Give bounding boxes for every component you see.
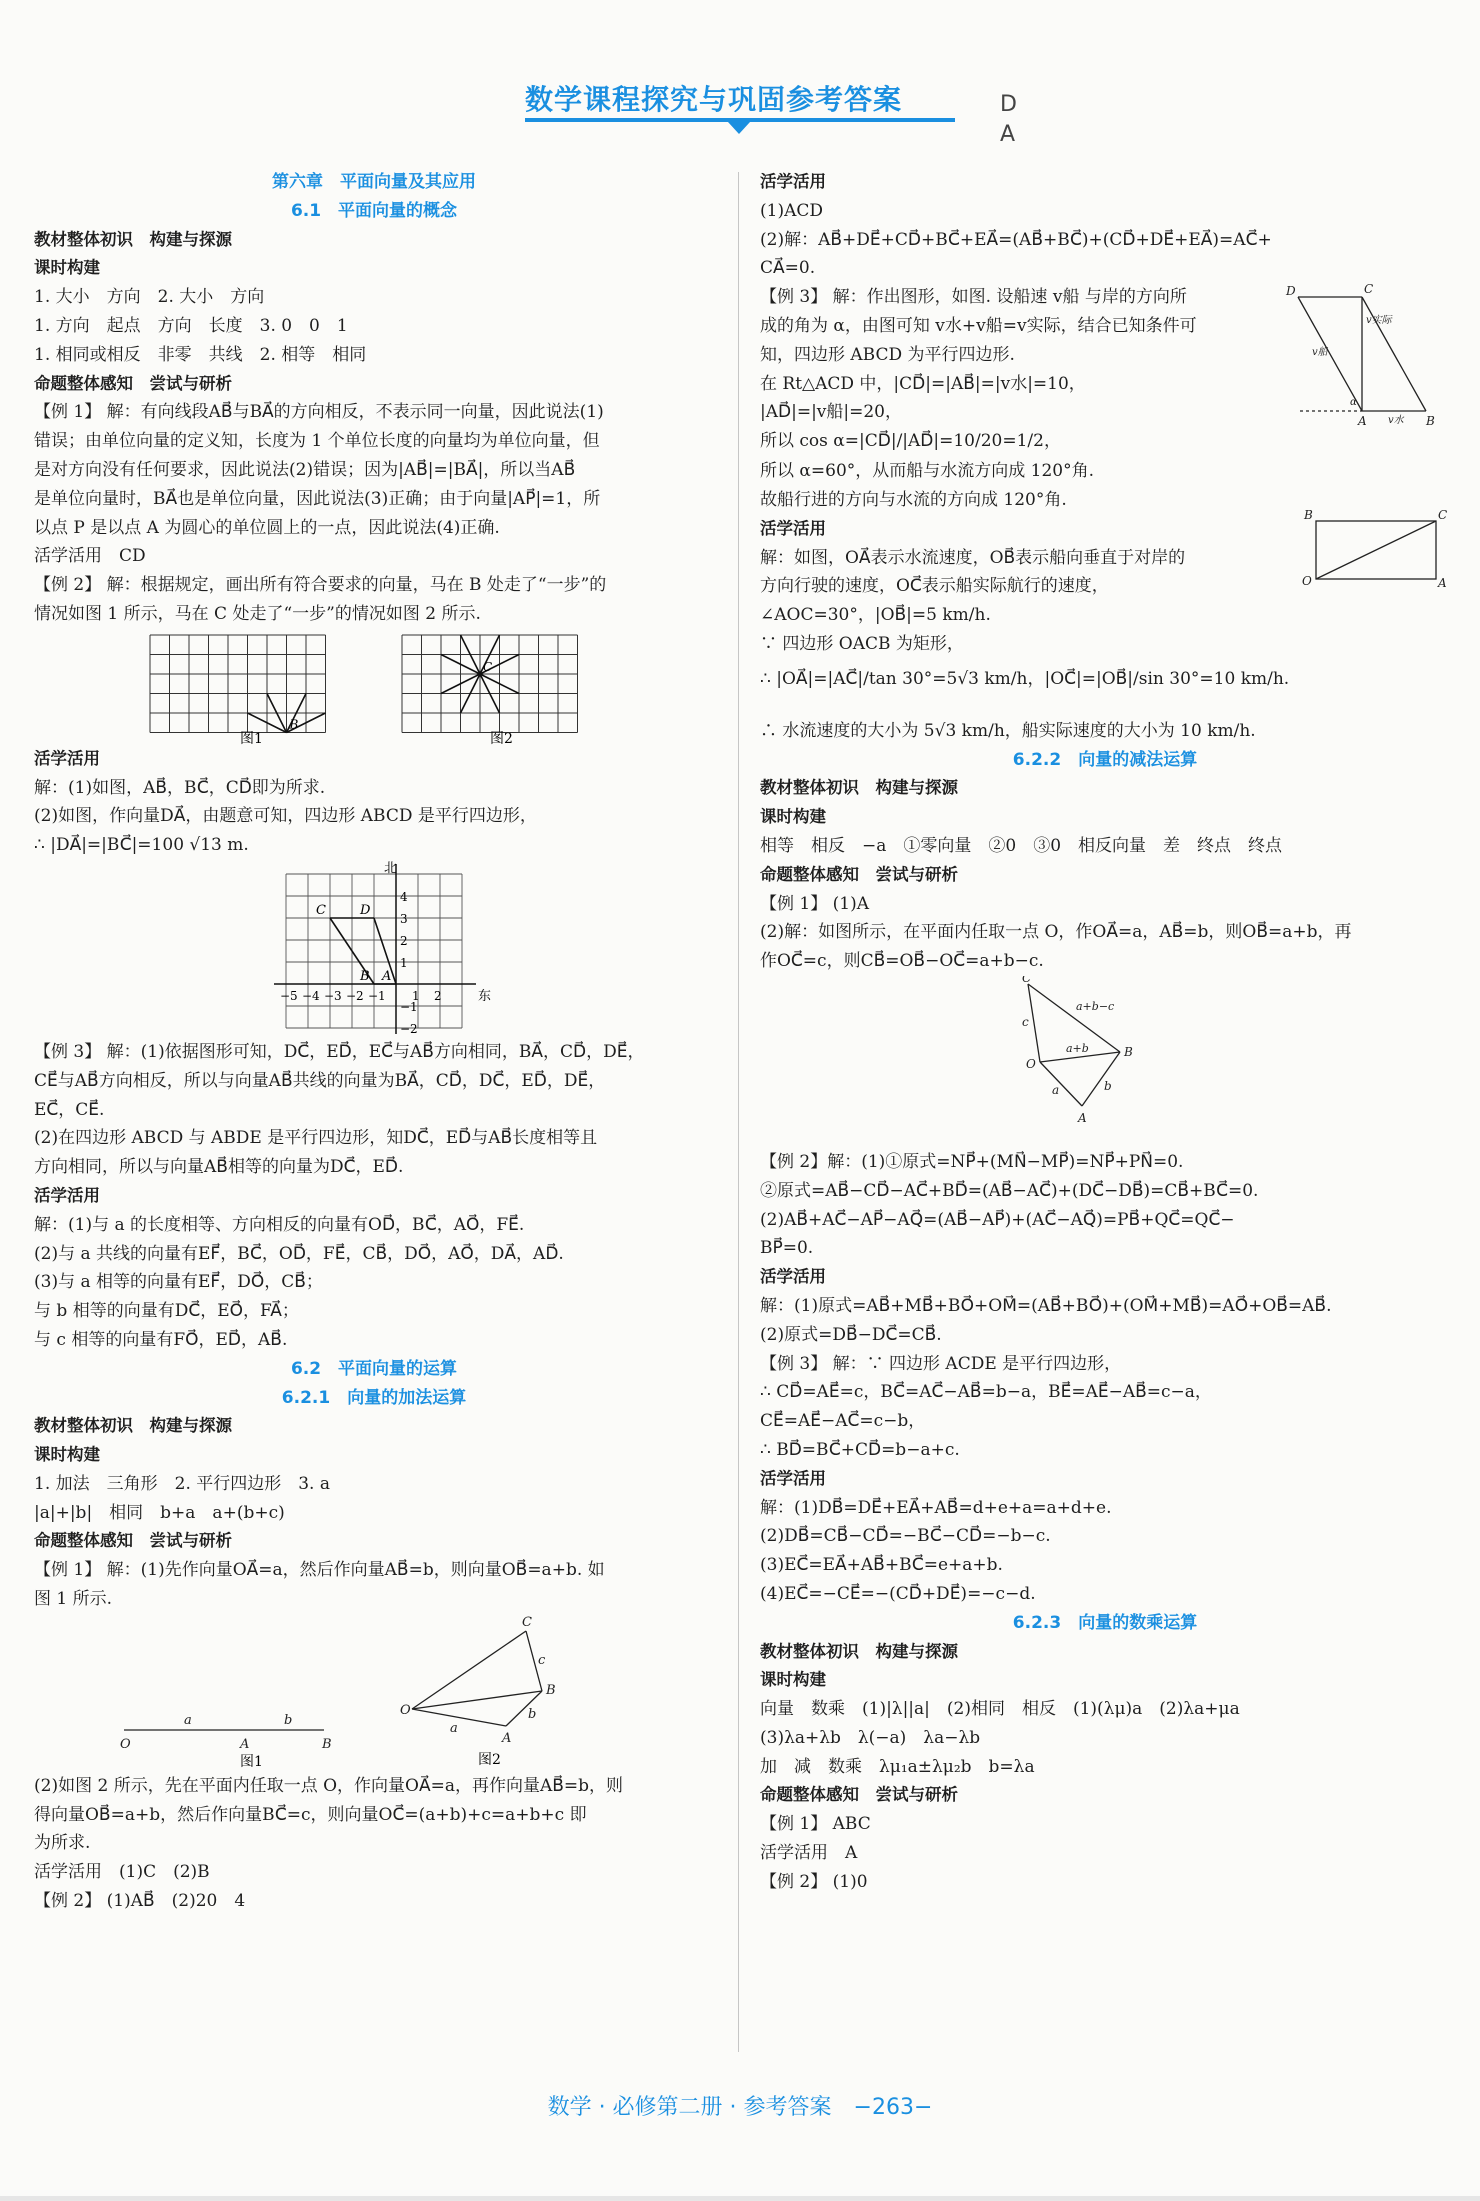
x-tick-label: 1 — [412, 988, 420, 1003]
text-line: ∴ BD⃗=BC⃗+CD⃗=b−a+c. — [760, 1439, 960, 1460]
x-tick-label: −5 — [280, 988, 298, 1003]
text-line: CE⃗=AE⃗−AC⃗=c−b， — [760, 1411, 926, 1432]
text-line: 是对方向没有任何要求，因此说法(2)错误；因为|AB⃗|=|BA⃗|，所以当AB⃗ — [34, 459, 576, 480]
north-label: 北 — [384, 860, 398, 876]
text-line: (3)与 a 相等的向量有EF⃗，DO⃗，CB⃗； — [34, 1272, 323, 1293]
fig-add2-label-vec-b: b — [528, 1706, 537, 1722]
text-line: EC⃗，CE⃗. — [34, 1099, 105, 1120]
text-line: 解：(1)原式=AB⃗+MB⃗+BO⃗+OM⃗=(AB⃗+BO⃗)+(OM⃗+MB⃗)=AO⃗+OB⃗=AB⃗. — [760, 1295, 1332, 1316]
subtraction-figure — [760, 976, 1450, 1148]
sub-label-vec-c: c — [1022, 1014, 1029, 1029]
point-label-c: C — [316, 902, 326, 918]
boat1-label-v-water: v水 — [1388, 415, 1404, 427]
sub-label-a: A — [1078, 1110, 1087, 1125]
subheading: 课时构建 — [760, 807, 826, 827]
y-tick-label: 3 — [400, 911, 408, 926]
addition-figures — [34, 1614, 714, 1772]
boat2-line: ∠AOC=30°，|OB⃗|=5 km/h. — [760, 605, 991, 626]
text-line: (2)DB⃗=CB⃗−CD⃗=−BC⃗−CD⃗=−b−c. — [760, 1526, 1051, 1547]
text-line: 向量 数乘 (1)|λ||a| (2)相同 相反 (1)(λμ)a (2)λa+μa — [760, 1699, 1240, 1720]
section-heading: 6.2.1 向量的加法运算 — [281, 1387, 467, 1408]
fig-add1-label-a: A — [240, 1736, 250, 1752]
boat1-svg — [1280, 279, 1450, 429]
text-line: ∴ CD⃗=AE⃗=c，BC⃗=AC⃗−AB⃗=b−a，BE⃗=AE⃗−AB⃗=c−a， — [760, 1382, 1212, 1403]
boat1-label-v-boat: v船 — [1312, 347, 1328, 359]
subheading: 命题整体感知 尝试与研析 — [34, 1531, 232, 1551]
text-line: (2)AB⃗+AC⃗−AP⃗−AQ⃗=(AB⃗−AP⃗)+(AC⃗−AQ⃗)=PB⃗+QC⃗=QC⃗− — [760, 1209, 1235, 1230]
fig-label-2: 图2 — [490, 730, 513, 745]
subheading: 教材整体初识 构建与探源 — [760, 778, 958, 798]
text-line: |a|+|b| 相同 b+a a+(b+c) — [34, 1502, 285, 1523]
boat2-line: ∴ |OA⃗|=|AC⃗|/tan 30°=5√3 km/h，|OC⃗|=|OB⃗|/sin 30°=10 km/h. — [760, 668, 1290, 689]
fig-add2-label-o: O — [400, 1702, 411, 1718]
boat1-line: 成的角为 α，由图可知 v水+v船=v实际，结合已知条件可 — [760, 315, 1197, 336]
right-column — [760, 168, 1450, 1897]
coordinate-figure — [34, 860, 714, 1038]
knight-grids-svg — [34, 629, 714, 745]
text-line: (2)在四边形 ABCD 与 ABDE 是平行四边形，知DC⃗，ED⃗与AB⃗长度相等且 — [34, 1128, 598, 1149]
boat2-line: 解：如图，OA⃗表示水流速度，OB⃗表示船向垂直于对岸的 — [760, 547, 1186, 568]
sub-label-vec-b: b — [1104, 1078, 1112, 1093]
text-line: 得向量OB⃗=a+b，然后作向量BC⃗=c，则向量OC⃗=(a+b)+c=a+b+c 即 — [34, 1804, 587, 1825]
corner-marks — [1000, 90, 1017, 150]
column-divider — [738, 172, 739, 2052]
text-line: 【例 1】 ABC — [760, 1814, 871, 1835]
coord-grid — [274, 861, 491, 1036]
text-line: 为所求. — [34, 1833, 91, 1854]
boat1-label-b: B — [1426, 414, 1435, 429]
side-da — [1298, 297, 1362, 411]
x-tick-label: −2 — [346, 988, 364, 1003]
text-line: 活学活用 CD — [34, 546, 146, 567]
boat2-line: 方向行驶的速度，OC⃗表示船实际航行的速度， — [760, 576, 1109, 597]
boat1-label-alpha: α — [1350, 397, 1357, 409]
subheading: 命题整体感知 尝试与研析 — [34, 373, 232, 393]
boat2-label-b: B — [1304, 507, 1313, 522]
sub-label-c: C — [1022, 975, 1032, 985]
y-tick-label: 1 — [400, 955, 408, 970]
boat1-line: 【例 3】 解：作出图形，如图. 设船速 v船 与岸的方向所 — [760, 287, 1187, 308]
boat-problem-block — [760, 283, 1450, 457]
text-line: (2)如图 2 所示，先在平面内任取一点 O，作向量OA⃗=a，再作向量AB⃗=b，则 — [34, 1775, 624, 1796]
text-line: 与 c 相等的向量有FO⃗，ED⃗，AB⃗. — [34, 1329, 288, 1350]
text-line: (1)ACD — [760, 200, 823, 221]
text-line: 是单位向量时，BA⃗也是单位向量，因此说法(3)正确；由于向量|AP⃗|=1，所 — [34, 488, 601, 509]
fig-add1-label-vec-b: b — [284, 1712, 293, 1728]
text-line: (2)解：AB⃗+DE⃗+CD⃗+BC⃗+EA⃗=(AB⃗+BC⃗)+(CD⃗+DE⃗+EA⃗)=AC⃗+ — [760, 229, 1272, 250]
y-tick-label: −2 — [400, 1021, 418, 1036]
sub-label-a-plus-b-minus-c: a+b−c — [1076, 999, 1115, 1013]
knight-label-c: C — [483, 659, 493, 674]
y-tick-label: −1 — [400, 999, 418, 1014]
text-line: 加 减 数乘 λμ₁a±λμ₂b b=λa — [760, 1756, 1035, 1777]
left-column — [34, 168, 714, 1916]
text-line: 故船行进的方向与水流的方向成 120°角. — [760, 489, 1067, 510]
river-problem-block — [760, 507, 1450, 717]
point-label-d: D — [360, 902, 371, 918]
text-line: 1. 大小 方向 2. 大小 方向 — [34, 287, 265, 308]
boat1-line: |AD⃗|=|v船|=20， — [760, 402, 903, 423]
text-line: (3)EC⃗=EA⃗+AB⃗+BC⃗=e+a+b. — [760, 1555, 1003, 1576]
fig-add2-label-b: B — [546, 1682, 556, 1698]
boat1-label-a: A — [1358, 414, 1367, 429]
text-line: 【例 2】 解：根据规定，画出所有符合要求的向量，马在 B 处走了“一步”的 — [34, 575, 607, 596]
subheading: 课时构建 — [760, 1670, 826, 1690]
section-heading: 6.2.2 向量的减法运算 — [1012, 749, 1198, 770]
fig-label-1: 图1 — [240, 1753, 263, 1770]
fig-add1-label-b: B — [322, 1736, 332, 1752]
boat2-label-o: O — [1302, 573, 1312, 588]
subheading: 活学活用 — [34, 1185, 100, 1205]
knight-move-figures — [34, 629, 714, 745]
boat1-line: 在 Rt△ACD 中，|CD⃗|=|AB⃗|=|v水|=10， — [760, 373, 1086, 394]
text-line: 活学活用 A — [760, 1843, 858, 1864]
text-line: 【例 1】 解：(1)先作向量OA⃗=a，然后作向量AB⃗=b，则向量OB⃗=a+b. 如 — [34, 1560, 605, 1581]
subheading: 命题整体感知 尝试与研析 — [760, 864, 958, 884]
vec-oc — [1028, 984, 1040, 1062]
text-line: 解：(1)与 a 的长度相等、方向相反的向量有OD⃗，BC⃗，AO⃗，FE⃗. — [34, 1214, 525, 1235]
text-line: 相等 相反 −a ①零向量 ②0 ③0 相反向量 差 终点 终点 — [760, 835, 1283, 856]
vector-ab-line — [506, 1691, 542, 1726]
boat2-label-a: A — [1438, 575, 1447, 590]
subtraction-svg — [760, 976, 1450, 1148]
boat2-svg — [1300, 505, 1450, 595]
fig-add1-label-o: O — [120, 1736, 131, 1752]
boat1-label-v-actual: v实际 — [1366, 315, 1392, 327]
text-line: 所以 α=60°，从而船与水流方向成 120°角. — [760, 461, 1095, 482]
sub-label-a-plus-b: a+b — [1066, 1041, 1089, 1055]
page-footer: 数学 · 必修第二册 · 参考答案 −263− — [547, 2095, 933, 2120]
fig-add2-label-a: A — [502, 1730, 512, 1746]
vector-oa-line — [412, 1709, 506, 1726]
text-line: (2)如图，作向量DA⃗，由题意可知，四边形 ABCD 是平行四边形， — [34, 806, 537, 827]
subheading: 活学活用 — [760, 1468, 826, 1488]
text-line: 作OC⃗=c，则CB⃗=OB⃗−OC⃗=a+b−c. — [760, 951, 1044, 972]
subheading: 课时构建 — [34, 258, 100, 278]
text-line: 【例 2】 (1)AB⃗ (2)20 4 — [34, 1891, 246, 1912]
boat1-label-c: C — [1364, 282, 1374, 297]
sub-label-o: O — [1026, 1056, 1036, 1071]
text-line: 解：(1)如图，AB⃗，BC⃗，CD⃗即为所求. — [34, 777, 326, 798]
subheading: 活学活用 — [760, 172, 826, 191]
x-tick-label: −4 — [302, 988, 320, 1003]
x-tick-label: −1 — [368, 988, 386, 1003]
boat1-line: 知，四边形 ABCD 为平行四边形. — [760, 344, 1015, 365]
coord-svg — [34, 860, 714, 1038]
boat2-label-c: C — [1438, 507, 1448, 522]
subheading: 教材整体初识 构建与探源 — [34, 229, 232, 249]
text-line: (2)解：如图所示，在平面内任取一点 O，作OA⃗=a，AB⃗=b，则OB⃗=a+b，再 — [760, 922, 1352, 943]
text-line: ∴ |DA⃗|=|BC⃗|=100 √13 m. — [34, 835, 249, 856]
y-tick-label: 2 — [400, 933, 408, 948]
text-line: 方向相同，所以与向量AB⃗相等的向量为DC⃗，ED⃗. — [34, 1157, 404, 1178]
text-line: 1. 相同或相反 非零 共线 2. 相等 相同 — [34, 344, 367, 365]
point-label-b: B — [360, 968, 370, 984]
knight-label-b: B — [289, 717, 299, 732]
text-line: CE⃗与AB⃗方向相反，所以与向量AB⃗共线的向量为BA⃗，CD⃗，DC⃗，ED⃗，DE⃗， — [34, 1070, 606, 1091]
text-line: 解：(1)DB⃗=DE⃗+EA⃗+AB⃗=d+e+a=a+d+e. — [760, 1497, 1112, 1518]
subheading: 活学活用 — [760, 1267, 826, 1287]
text-line: 【例 1】 解：有向线段AB⃗与BA⃗的方向相反，不表示同一向量，因此说法(1) — [34, 402, 604, 423]
page-header — [0, 0, 1480, 170]
sub-label-b: B — [1124, 1044, 1133, 1059]
section-heading: 6.1 平面向量的概念 — [290, 200, 458, 221]
grid-figure-2 — [402, 635, 578, 733]
fig-add2-label-vec-c: c — [538, 1652, 546, 1668]
y-tick-label: 4 — [400, 889, 408, 904]
subheading: 活学活用 — [34, 748, 100, 768]
text-line: 图 1 所示. — [34, 1589, 113, 1610]
corner-mark-d: D — [1000, 92, 1017, 117]
section-heading: 6.2.3 向量的数乘运算 — [1012, 1612, 1198, 1633]
text-line: (4)EC⃗=−CE⃗=−(CD⃗+DE⃗)=−c−d. — [760, 1583, 1036, 1604]
boat1-label-d: D — [1286, 284, 1296, 299]
diagonal-oc — [1316, 521, 1436, 579]
text-line: 【例 2】解：(1)①原式=NP⃗+(MN⃗−MP⃗)=NP⃗+PN⃗=0. — [760, 1151, 1184, 1172]
scan-edge — [0, 2196, 1480, 2201]
vec-ab — [1082, 1052, 1120, 1106]
text-line: ②原式=AB⃗−CD⃗−AC⃗+BD⃗=(AB⃗−AC⃗)+(DC⃗−DB⃗)=CB⃗+BC⃗=0. — [760, 1180, 1259, 1201]
boat2-heading: 活学活用 — [760, 518, 826, 538]
x-tick-label: 2 — [434, 988, 442, 1003]
x-tick-label: −3 — [324, 988, 342, 1003]
section-heading: 6.2 平面向量的运算 — [290, 1358, 458, 1379]
vector-oc-line — [412, 1631, 526, 1709]
text-line: 【例 2】 (1)0 — [760, 1871, 868, 1892]
text-line: 1. 加法 三角形 2. 平行四边形 3. a — [34, 1473, 331, 1494]
text-line: (2)原式=DB⃗−DC⃗=CB⃗. — [760, 1324, 942, 1345]
subheading: 课时构建 — [34, 1445, 100, 1465]
vec-oa — [1040, 1062, 1082, 1106]
text-line: 以点 P 是以点 A 为圆心的单位圆上的一点，因此说法(4)正确. — [34, 517, 500, 538]
addition-svg — [34, 1614, 714, 1772]
boat2-line: ∵ 四边形 OACB 为矩形， — [760, 633, 964, 654]
text-line: (2)与 a 共线的向量有EF⃗，BC⃗，OD⃗，FE⃗，CB⃗，DO⃗，AO⃗，DA⃗，AD⃗. — [34, 1243, 564, 1264]
title-arrow-icon — [728, 122, 750, 134]
subheading: 教材整体初识 构建与探源 — [760, 1641, 958, 1661]
corner-mark-a: A — [1000, 122, 1016, 147]
subheading: 命题整体感知 尝试与研析 — [760, 1785, 958, 1805]
text-line: 情况如图 1 所示，马在 C 处走了“一步”的情况如图 2 所示. — [34, 603, 481, 624]
point-label-a: A — [382, 968, 392, 984]
fig-label-2: 图2 — [478, 1751, 501, 1768]
sub-label-vec-a: a — [1052, 1082, 1060, 1097]
east-label: 东 — [478, 988, 492, 1004]
fig-add2-label-c: C — [522, 1614, 532, 1630]
section-heading: 第六章 平面向量及其应用 — [272, 172, 476, 192]
fig-label-1: 图1 — [240, 730, 263, 745]
grid-figure-1 — [150, 635, 326, 733]
text-line: 【例 3】 解：∵ 四边形 ACDE 是平行四边形， — [760, 1353, 1122, 1374]
fig-add1-label-vec-a: a — [184, 1712, 192, 1728]
text-line: BP⃗=0. — [760, 1238, 814, 1259]
page-title: 数学课程探究与巩固参考答案 — [525, 83, 903, 116]
text-line: 错误；由单位向量的定义知，长度为 1 个单位长度的向量均为单位向量，但 — [34, 431, 600, 452]
boat1-line: 所以 cos α=|CD⃗|/|AD⃗|=10/20=1/2， — [760, 431, 1061, 452]
text-line: 活学活用 (1)C (2)B — [34, 1862, 210, 1883]
text-line: CA⃗=0. — [760, 258, 816, 279]
text-line: ∴ 水流速度的大小为 5√3 km/h，船实际速度的大小为 10 km/h. — [760, 720, 1256, 741]
subheading: 教材整体初识 构建与探源 — [34, 1416, 232, 1436]
fig-add2-label-vec-a: a — [450, 1720, 458, 1736]
text-line: 与 b 相等的向量有DC⃗，EO⃗，FA⃗； — [34, 1301, 299, 1322]
text-line: 【例 3】 解：(1)依据图形可知，DC⃗，ED⃗，EC⃗与AB⃗方向相同，BA⃗，CD⃗，DE⃗， — [34, 1041, 645, 1062]
text-line: 【例 1】 (1)A — [760, 893, 869, 914]
text-line: 1. 方向 起点 方向 长度 3. 0 0 1 — [34, 315, 348, 336]
vector-ob-line — [412, 1691, 542, 1709]
text-line: (3)λa+λb λ(−a) λa−λb — [760, 1727, 981, 1748]
